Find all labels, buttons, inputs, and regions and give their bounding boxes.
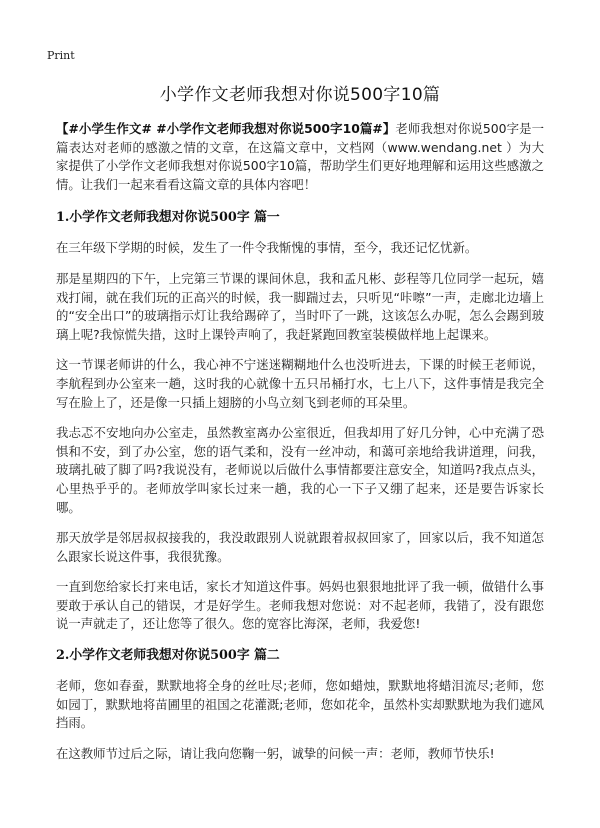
section-2-paragraph-2: 在这教师节过后之际，请让我向您鞠一躬，诚挚的问候一声：老师，教师节快乐! — [56, 745, 495, 761]
section-heading-2: 2.小学作文老师我想对你说500字 篇二 — [56, 648, 280, 664]
section-1-paragraph-2: 那是星期四的下午，上完第三节课的课间休息，我和孟凡彬、彭程等几位同学一起玩，嬉戏打闹，就在我们玩的正高兴的时候，我一脚踹过去，只听见“咔嚓”一声，走廊北边墙上的“安全出口”的玻璃指示灯让我给踢碎了，当时吓了一跳，这该怎么办呢，怎么会踢到玻璃上呢?我惊慌失措，这时上课铃声响了，我赶紧跑回教室装模做样地上起课来。 — [56, 270, 544, 342]
intro-text: 老师我想对你说500字是一篇表达对老师的感激之情的文章，在这篇文章中，文档网（www.wendang.net ）为大家提供了小学作文老师我想对你说500字10篇，帮助学生们更好地理解和运用这些感激之情。让我们一起来看看这篇文章的具体内容吧！ — [56, 121, 544, 192]
section-1-paragraph-5: 那天放学是邻居叔叔接我的，我没敢跟别人说就跟着叔叔回家了，回家以后，我不知道怎么跟家长说这件事，我很犹豫。 — [56, 530, 544, 564]
section-1-paragraph-4: 我忐忑不安地向办公室走，虽然教室离办公室很近，但我却用了好几分钟，心中充满了恐惧和不安，到了办公室，您的语气柔和，没有一丝冲动，和蔼可亲地给我讲道理，问我，玻璃扎破了脚了吗?我说没有，老师说以后做什么事情都要注意安全，知道吗?我点点头，心里热乎乎的。老师放学叫家长过来一趟，我的心一下子又绷了起来，还是要告诉家长哪。 — [56, 425, 544, 515]
section-heading-1: 1.小学作文老师我想对你说500字 篇一 — [56, 210, 280, 226]
page-title: 小学作文老师我想对你说500字10篇 — [159, 85, 441, 105]
section-1-paragraph-6: 一直到您给家长打来电话，家长才知道这件事。妈妈也狠狠地批评了我一顿，做错什么事要敢于承认自己的错误，才是好学生。老师我想对您说：对不起老师，我错了，没有跟您说一声就走了，还让您等了很久。您的宽容比海深，老师，我爱您! — [56, 579, 544, 632]
section-2-paragraph-1: 老师，您如春蚕，默默地将全身的丝吐尽;老师，您如蜡烛，默默地将蜡泪流尽;老师，您如园丁，默默地将苗圃里的祖国之花灌溉;老师，您如花伞，虽然朴实却默默地为我们遮风挡雨。 — [56, 678, 544, 731]
section-1-paragraph-3: 这一节课老师讲的什么，我心神不宁迷迷糊糊地什么也没听进去，下课的时候王老师说，李航程到办公室来一趟，这时我的心就像十五只吊桶打水，七上八下，这件事情是我完全写在脸上了，还是像一只插上翅膀的小鸟立刻飞到老师的耳朵里。 — [56, 357, 544, 410]
intro-tags: 【#小学生作文# #小学作文老师我想对你说500字10篇#】 — [56, 121, 396, 136]
article-body — [56, 120, 544, 775]
section-1-paragraph-1: 在三年级下学期的时候，发生了一件令我惭愧的事情，至今，我还记忆忧新。 — [56, 240, 478, 256]
intro-paragraph — [56, 120, 544, 194]
print-link[interactable]: Print — [47, 49, 75, 62]
